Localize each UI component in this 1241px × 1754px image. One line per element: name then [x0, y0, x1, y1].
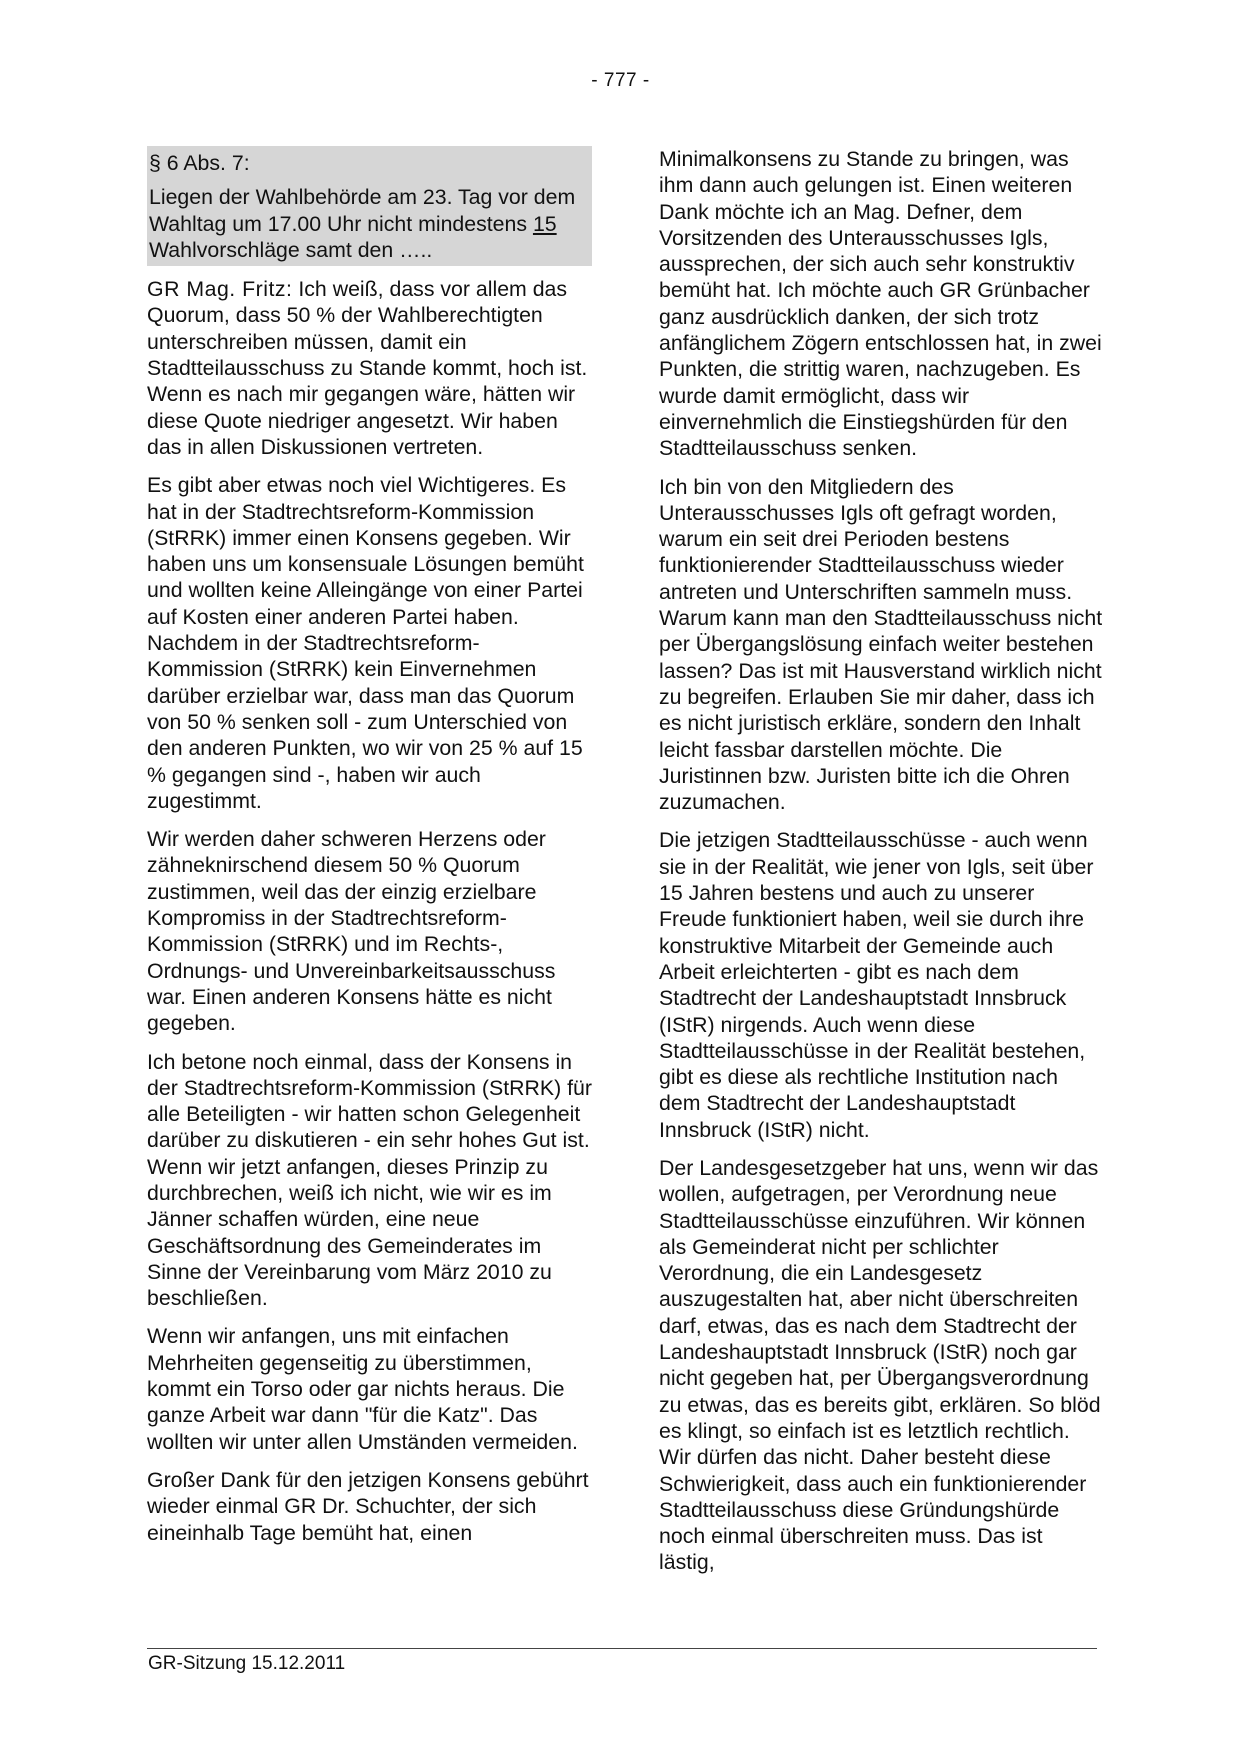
right-column — [659, 146, 1104, 1588]
paragraph: Minimalkonsens zu Stande zu bringen, was ihm dann auch gelungen ist. Einen weiteren Dank möchte ich an Mag. Defner, dem Vorsitzenden des Unterausschusses Igls, aussprechen, der sich auch sehr konstruktiv bemüht hat. Ich möchte auch GR Grünbacher ganz ausdrücklich danken, der sich trotz anfänglichem Zögern entschlossen hat, in zwei Punkten, die strittig waren, nachzugeben. Es wurde damit ermöglicht, dass wir einvernehmlich die Einstiegshürden für den Stadtteilausschuss senken. — [659, 147, 1102, 461]
paragraph: Großer Dank für den jetzigen Konsens gebührt wieder einmal GR Dr. Schuchter, der sich eineinhalb Tage bemüht hat, einen — [147, 1467, 589, 1545]
quote-heading: § 6 Abs. 7: — [149, 151, 250, 175]
paragraph: Ich betone noch einmal, dass der Konsens in der Stadtrechtsreform-Kommission (StRRK) für alle Beteiligten - wir hatten schon Gelegenheit darüber zu diskutieren - ein sehr hohes Gut ist. Wenn wir jetzt anfangen, dieses Prinzip zu durchbrechen, weiß ich nicht, wie wir es im Jänner schaffen würden, eine neue Geschäftsordnung des Gemeinderates im Sinne der Vereinbarung vom März 2010 zu beschließen. — [147, 1049, 592, 1311]
speaker-name: GR Mag. Fritz: — [147, 277, 293, 302]
footer-divider — [147, 1648, 1097, 1649]
paragraph: Wir werden daher schweren Herzens oder zähneknirschend diesem 50 % Quorum zustimmen, weil das der einzig erzielbare Kompromiss in der Stadtrechtsreform-Kommission (StRRK) und im Rechts-, Ordnungs- und Unvereinbarkeitsausschuss war. Einen anderen Konsens hätte es nicht gegeben. — [147, 827, 556, 1036]
underlined-number: 15 — [532, 211, 557, 236]
paragraph: GR Mag. Fritz: Ich weiß, dass vor allem das Quorum, dass 50 % der Wahlberechtigten unterschreiben müssen, damit ein Stadtteilausschuss zu Stande kommt, hoch ist. Wenn es nach mir gegangen wäre, hätten wir diese Quote niedriger angesetzt. Wir haben das in allen Diskussionen vertreten. — [147, 277, 588, 459]
paragraph: Der Landesgesetzgeber hat uns, wenn wir das wollen, aufgetragen, per Verordnung neue Stadtteilausschüsse einzuführen. Wir können als Gemeinderat nicht per schlichter Verordnung, die ein Landesgesetz auszugestalten hat, aber nicht überschreiten darf, etwas, das es nach dem Stadtrecht der Landeshauptstadt Innsbruck (IStR) noch gar nicht gegeben hat, per Übergangsverordnung zu etwas, das es bereits gibt, erklären. So blöd es klingt, so einfach ist es letztlich rechtlich. Wir dürfen das nicht. Daher besteht diese Schwierigkeit, dass auch ein funktionierender Stadtteilausschuss diese Gründungshürde noch einmal überschreiten muss. Das ist lästig, — [659, 1155, 1101, 1575]
quoted-statute-box — [147, 146, 592, 266]
page-number: - 777 - — [591, 70, 650, 91]
footer-session-date: GR-Sitzung 15.12.2011 — [148, 1653, 346, 1674]
paragraph: Wenn wir anfangen, uns mit einfachen Mehrheiten gegenseitig zu überstimmen, kommt ein Torso oder gar nichts heraus. Die ganze Arbeit war dann "für die Katz". Das wollten wir unter allen Umständen vermeiden. — [147, 1324, 578, 1454]
paragraph: Die jetzigen Stadtteilausschüsse - auch wenn sie in der Realität, wie jener von Igls, seit über 15 Jahren bestens und auch zu unserer Freude funktioniert haben, weil sie durch ihre konstruktive Mitarbeit der Gemeinde auch Arbeit erleichterten - gibt es nach dem Stadtrecht der Landeshauptstadt Innsbruck (IStR) nirgends. Auch wenn diese Stadtteilausschüsse in der Realität bestehen, gibt es diese als rechtliche Institution nach dem Stadtrecht der Landeshauptstadt Innsbruck (IStR) nicht. — [659, 828, 1094, 1142]
paragraph: Es gibt aber etwas noch viel Wichtigeres. Es hat in der Stadtrechtsreform-Kommission (StRRK) immer einen Konsens gegeben. Wir haben uns um konsensuale Lösungen bemüht und wollten keine Alleingänge von einer Partei auf Kosten einer anderen Partei haben. Nachdem in der Stadtrechtsreform-Kommission (StRRK) kein Einvernehmen darüber erzielbar war, dass man das Quorum von 50 % senken soll - zum Unterschied von den anderen Punkten, wo wir von 25 % auf 15 % gegangen sind -, haben wir auch zugestimmt. — [147, 473, 584, 813]
left-column — [147, 146, 592, 1558]
quote-text: Liegen der Wahlbehörde am 23. Tag vor dem Wahltag um 17.00 Uhr nicht mindestens 15 Wahlvorschläge samt den ….. — [149, 185, 576, 262]
paragraph: Ich bin von den Mitgliedern des Unterausschusses Igls oft gefragt worden, warum ein seit drei Perioden bestens funktionierender Stadtteilausschuss wieder antreten und Unterschriften sammeln muss. Warum kann man den Stadtteilausschuss nicht per Übergangslösung einfach weiter bestehen lassen? Das ist mit Hausverstand wirklich nicht zu begreifen. Erlauben Sie mir daher, dass ich es nicht juristisch erkläre, sondern den Inhalt leicht fassbar darstellen möchte. Die Juristinnen bzw. Juristen bitte ich die Ohren zuzumachen. — [659, 474, 1103, 815]
